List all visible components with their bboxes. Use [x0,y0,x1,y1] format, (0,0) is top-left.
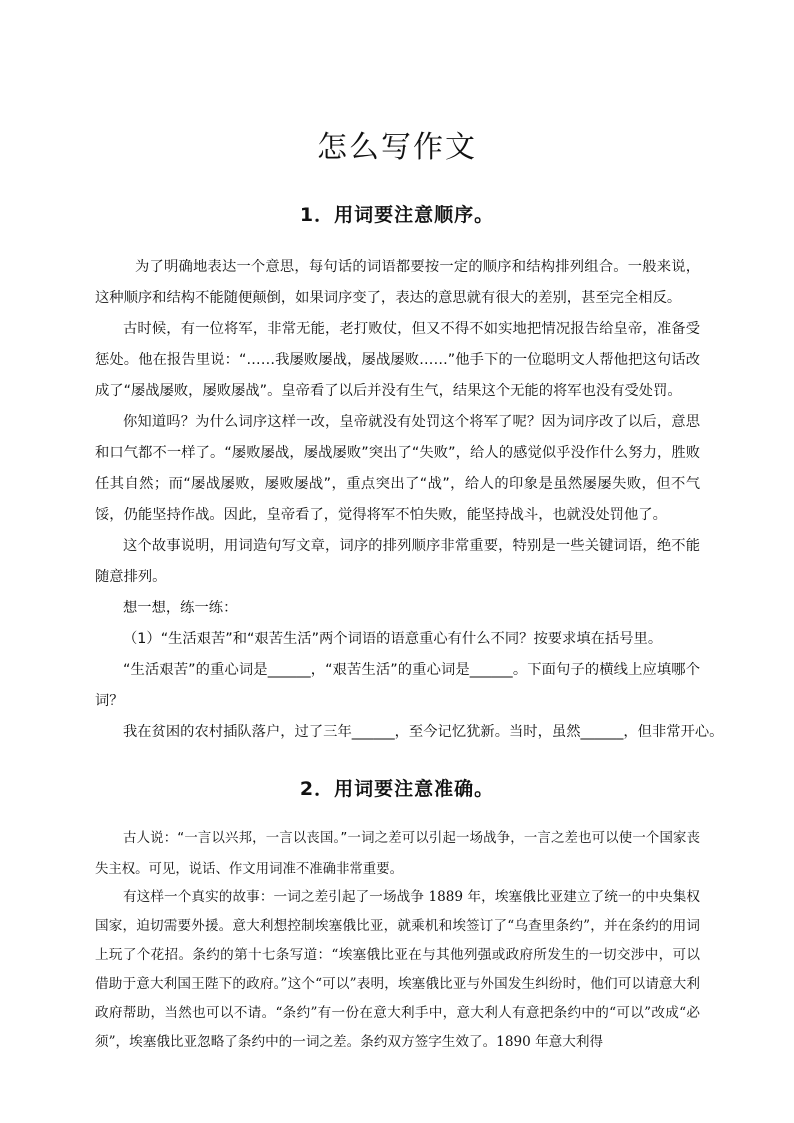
page-title: 怎么写作文 [317,130,477,165]
exercise-intro: 想一想，练一练： [123,600,238,616]
section-2-paragraph-2: 有这样一个真实的故事：一词之差引起了一场战争 1889 年，埃塞俄比亚建立了统一的中央集权国家，迫切需要外援。意大利想控制埃塞俄比亚，就乘机和埃签订了“乌查里条约”，并在条约的用词上玩了个花招。条约的第十七条写道：“埃塞俄比亚在与其他列强或政府所发生的一切交涉中，可以借助于意大利国王陛下的政府。”这个“可以”表明，埃塞俄比亚与外国发生纠纷时，他们可以请意大利政府帮助，当然也可以不请。“条约”有一份在意大利手中，意大利人有意把条约中的“可以”改成“必须”，埃塞俄比亚忽略了条约中的一词之差。条约双方签字生效了。1890 年意大利得 [95,889,700,1050]
section-1-heading: 1．用词要注意顺序。 [299,204,495,226]
section-1-paragraph-2: 古时候，有一位将军，非常无能，老打败仗，但又不得不如实地把情况报告给皇帝，准备受惩处。他在报告里说：“……我屡败屡战，屡战屡败……”他手下的一位聪明文人帮他把这句话改成了“屡战屡败，屡败屡战”。皇帝看了以后并没有生气，结果这个无能的将军也没有受处罚。 [95,321,700,399]
section-1-paragraph-1: 为了明确地表达一个意思，每句话的词语都要按一定的顺序和结构排列组合。一般来说，这种顺序和结构不能随便颠倒，如果词序变了，表达的意思就有很大的差别，甚至完全相反。 [95,259,700,306]
exercise-fill-blank-2: 我在贫困的农村插队落户，过了三年______，至今记忆犹新。当时，虽然______，但非常开心。 [123,724,724,740]
section-2-paragraph-1: 古人说：“一言以兴邦，一言以丧国。”一词之差可以引起一场战争，一言之差也可以使一个国家丧失主权。可见，说话、作文用词准不准确非常重要。 [95,831,700,877]
section-1-paragraph-4: 这个故事说明，用词造句写文章，词序的排列顺序非常重要，特别是一些关键词语，绝不能随意排列。 [95,538,700,585]
exercise-fill-blank-1: “生活艰苦”的重心词是______，“艰苦生活”的重心词是______。下面句子的横线上应填哪个词？ [95,662,700,709]
section-2-heading: 2．用词要注意准确。 [299,778,495,800]
exercise-question-1: （1）“生活艰苦”和“艰苦生活”两个词语的语意重心有什么不同？按要求填在括号里。 [123,631,663,647]
section-1-paragraph-3: 你知道吗？为什么词序这样一改，皇帝就没有处罚这个将军了呢？因为词序改了以后，意思和口气都不一样了。“屡败屡战，屡战屡败”突出了“失败”，给人的感觉似乎没作什么努力，胜败任其自然；而“屡战屡败，屡败屡战”，重点突出了“战”，给人的印象是虽然屡屡失败，但不气馁，仍能坚持作战。因此，皇帝看了，觉得将军不怕失败，能坚持战斗，也就没处罚他了。 [95,414,700,523]
